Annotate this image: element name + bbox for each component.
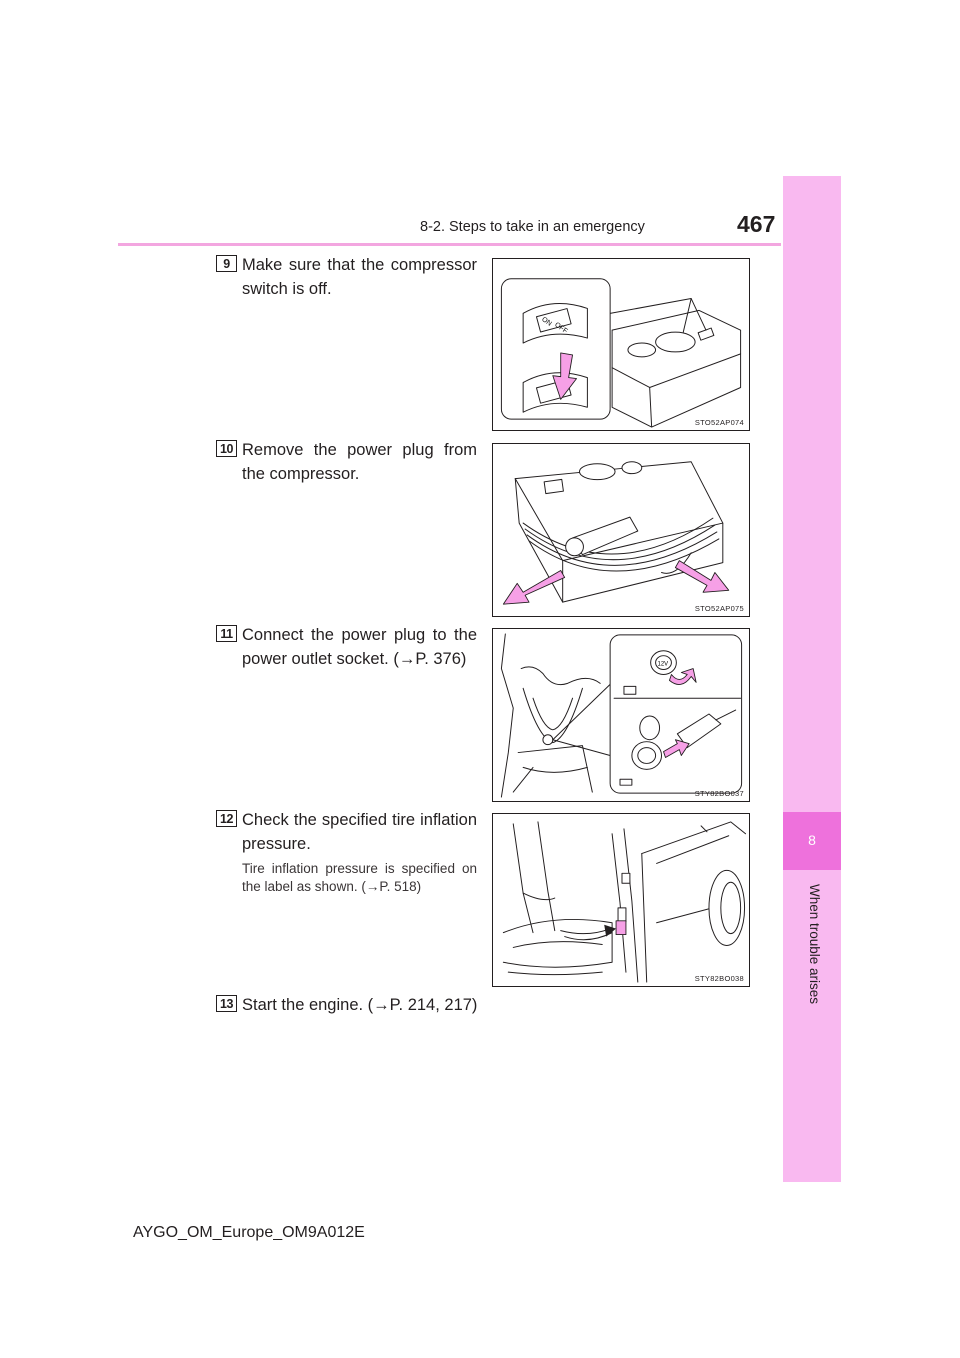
figure-tire-label — [492, 813, 750, 987]
step-instruction: Make sure that the compressor switch is off. — [242, 256, 477, 298]
power-plug-removal-illustration — [493, 444, 749, 616]
figure-code: STY82BO037 — [694, 789, 744, 798]
step-instruction: Start the engine. (→P. 214, 217) — [242, 996, 478, 1014]
step-number-badge: 11 — [216, 625, 237, 642]
figure-remove-plug — [492, 443, 750, 617]
header-rule — [118, 243, 781, 246]
socket-label: 12V — [657, 661, 669, 668]
power-outlet-illustration — [493, 629, 749, 801]
pull-arrow-icon — [503, 571, 564, 605]
step-note: Tire inflation pressure is specified on the label as shown. (→P. 518) — [242, 861, 477, 894]
step-instruction: Connect the power plug to the power outlet socket. (→P. 376) — [242, 626, 477, 668]
chapter-title: When trouble arises — [807, 884, 822, 1005]
pointer-arrow-icon — [604, 925, 616, 937]
step-number-badge: 10 — [216, 440, 237, 457]
tire-pressure-label-marker — [616, 921, 626, 935]
section-header: 8-2. Steps to take in an emergency — [420, 219, 645, 235]
chapter-number: 8 — [808, 832, 816, 848]
figure-code: STO52AP074 — [694, 418, 744, 427]
pull-arrow-icon — [675, 561, 728, 593]
page-number: 467 — [737, 211, 776, 237]
step-number-badge: 13 — [216, 995, 237, 1012]
figure-code: STY82BO038 — [694, 974, 744, 983]
compressor-switch-illustration — [493, 259, 749, 430]
switch-off-label: OFF — [553, 321, 569, 336]
switch-on-label: ON — [540, 316, 553, 328]
figure-code: STO52AP075 — [694, 604, 744, 613]
document-code: AYGO_OM_Europe_OM9A012E — [133, 1224, 365, 1241]
tire-label-location-illustration — [493, 814, 749, 986]
step-number-badge: 12 — [216, 810, 237, 827]
step-instruction: Remove the power plug from the compressor. — [242, 441, 477, 483]
step-instruction: Check the specified tire inflation pressure. — [242, 811, 477, 853]
step-number-badge: 9 — [216, 255, 237, 272]
figure-power-outlet — [492, 628, 750, 802]
figure-compressor-switch — [492, 258, 750, 431]
